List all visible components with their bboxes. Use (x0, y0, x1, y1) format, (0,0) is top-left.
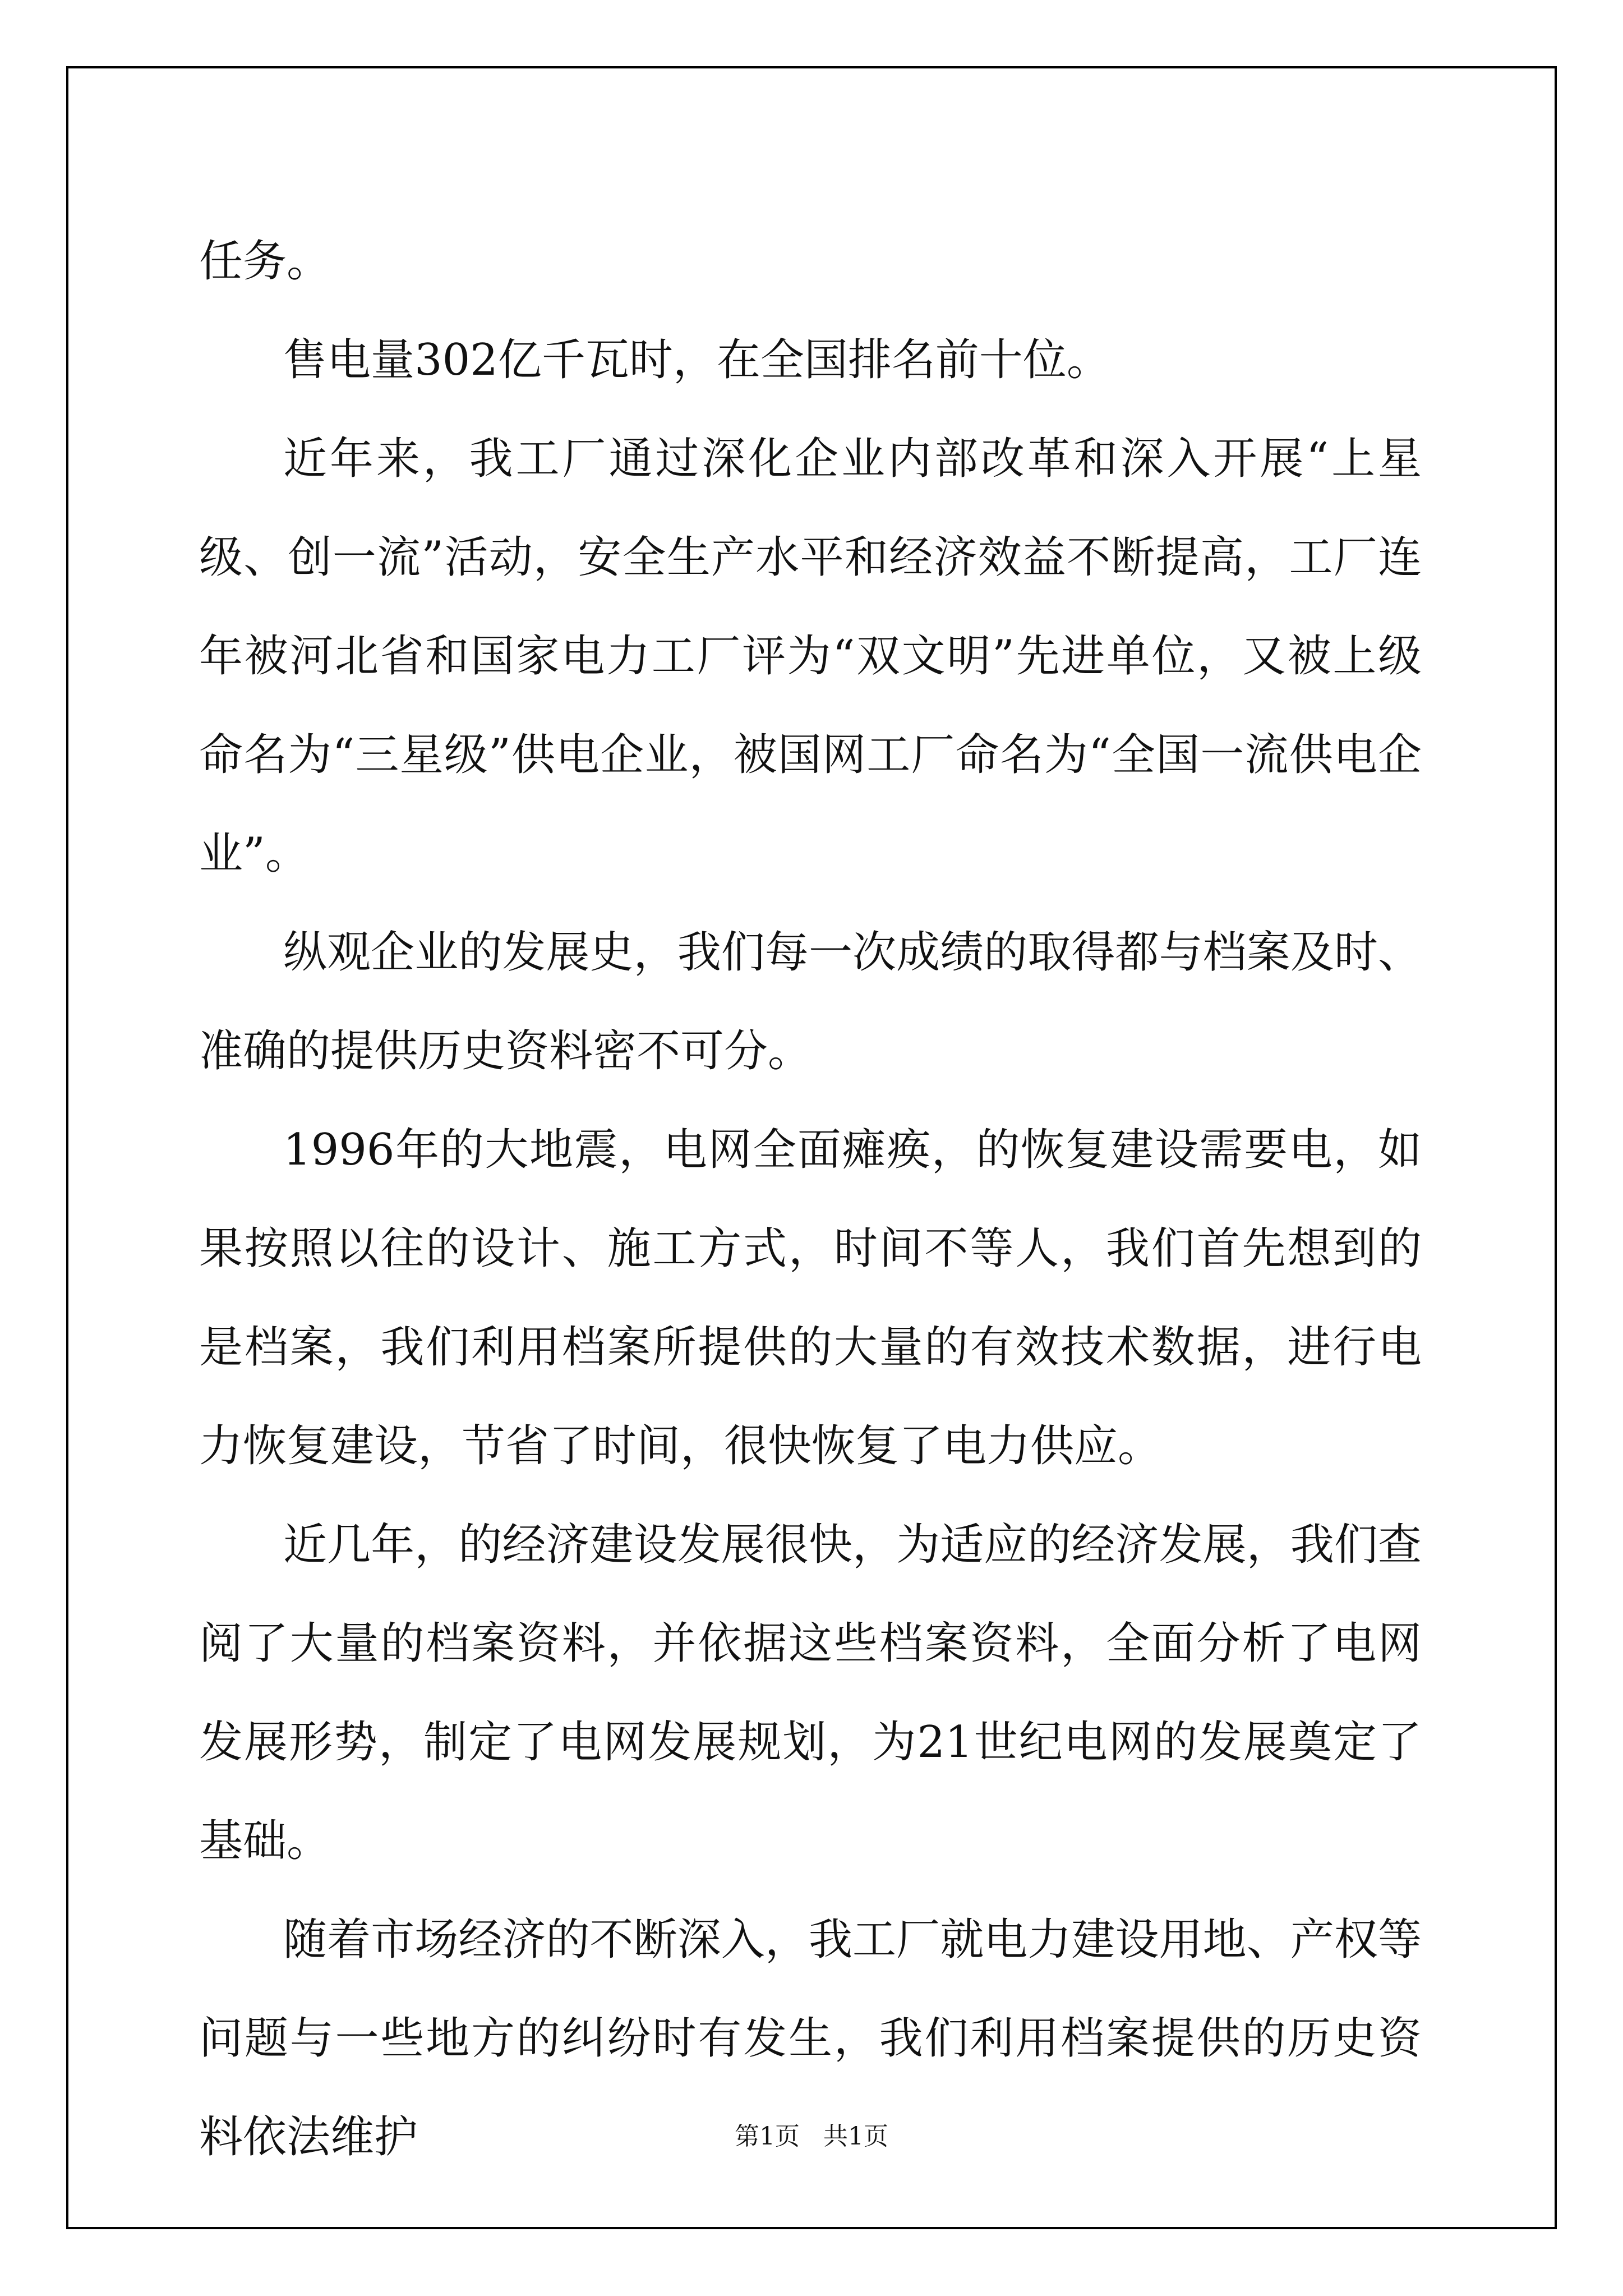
paragraph-3: 近年来，我工厂通过深化企业内部改革和深入开展“上星级、创一流”活动，安全生产水平和经济效益不断提高，工厂连年被河北省和国家电力工厂评为“双文明”先进单位，又被上级命名为“三星级”供电企业，被国网工厂命名为“全国一流供电企业”。 (199, 434, 1422, 879)
paragraph-4: 纵观企业的发展史，我们每一次成绩的取得都与档案及时、准确的提供历史资料密不可分。 (199, 927, 1422, 1076)
paragraph-2: 售电量302亿千瓦时，在全国排名前十位。 (283, 335, 1110, 385)
paragraph-1: 任务。 (199, 236, 331, 287)
paragraph-6: 近几年，的经济建设发展很快，为适应的经济发展，我们查阅了大量的档案资料，并依据这些档案资料，全面分析了电网发展形势，制定了电网发展规划，为21世纪电网的发展奠定了基础。 (199, 1520, 1422, 1866)
paragraph-5: 1996年的大地震，电网全面瘫痪，的恢复建设需要电，如果按照以往的设计、施工方式，时间不等人，我们首先想到的是档案，我们利用档案所提供的大量的有效技术数据，进行电力恢复建设，节省了时间，很快恢复了电力供应。 (199, 1125, 1422, 1471)
document-body (199, 212, 1422, 2187)
page-total: 共1页 (823, 2122, 888, 2151)
page-footer (0, 2116, 1623, 2152)
paragraph-7: 随着市场经济的不断深入，我工厂就电力建设用地、产权等问题与一些地方的纠纷时有发生，我们利用档案提供的历史资料依法维护 (199, 1915, 1422, 2162)
page-number: 第1页 (735, 2122, 800, 2151)
